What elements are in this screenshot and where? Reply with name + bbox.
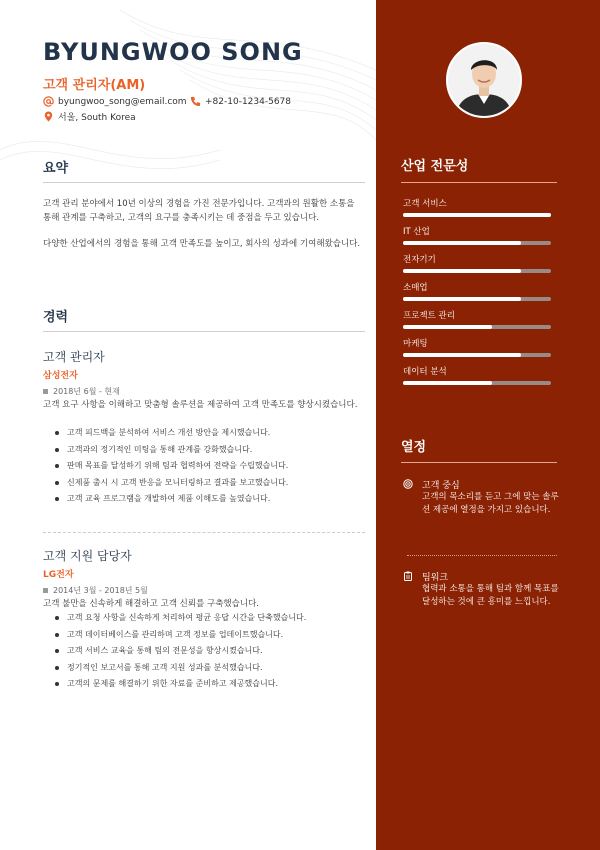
skill-item: [403, 198, 553, 217]
job-summary: 고객 불만을 신속하게 해결하고 고객 신뢰를 구축했습니다.: [43, 599, 259, 609]
sidebar: [376, 0, 600, 850]
calendar-icon: [43, 588, 48, 593]
phone-text[interactable]: +82-10-1234-5678: [205, 96, 291, 107]
summary-heading: 요약: [43, 161, 69, 176]
skill-track: [403, 353, 551, 357]
skill-item: [403, 254, 553, 273]
candidate-name: BYUNGWOO SONG: [43, 38, 303, 66]
location-text: 서울, South Korea: [58, 113, 136, 123]
skill-level-bar: [403, 297, 521, 301]
profile-photo: [448, 44, 520, 116]
skill-level-bar: [403, 241, 521, 245]
skill-label: 프로젝트 관리: [403, 311, 455, 321]
skill-level-bar: [403, 325, 492, 329]
job-bullet-list: [43, 611, 365, 694]
target-icon: [403, 479, 413, 489]
job-title: 고객 관리자: [43, 350, 105, 364]
job-date: [43, 386, 120, 397]
list-item: 고객과의 정기적인 미팅을 통해 관계를 강화했습니다.: [43, 443, 365, 460]
summary-paragraph-1: 고객 관리 분야에서 10년 이상의 경험을 가진 전문가입니다. 고객과의 원활한 소통을 통해 관계를 구축하고, 고객의 요구를 충족시키는 데 중점을 두고 있습니다.: [43, 199, 355, 223]
job-summary: 고객 요구 사항을 이해하고 맞춤형 솔루션을 제공하여 고객 만족도를 향상시켰습니다.: [43, 400, 358, 410]
summary-divider: [43, 182, 365, 183]
passion-divider: [401, 462, 557, 463]
passion-description: 고객의 목소리를 듣고 그에 맞는 솔루션 제공에 열정을 가지고 있습니다.: [422, 492, 559, 515]
candidate-role: 고객 관리자(AM): [43, 78, 146, 93]
skill-level-bar: [403, 381, 492, 385]
skill-item: [403, 226, 553, 245]
experience-divider: [43, 331, 365, 332]
skill-track: [403, 213, 551, 217]
passion-title: 팀워크: [422, 573, 449, 583]
skill-label: 전자기기: [403, 255, 436, 265]
skill-track: [403, 269, 551, 273]
location-contact: [43, 110, 136, 123]
skill-item: [403, 366, 553, 385]
list-item: 고객 요청 사항을 신속하게 처리하여 평균 응답 시간을 단축했습니다.: [43, 611, 365, 628]
list-item: 정기적인 보고서를 통해 고객 지원 성과를 분석했습니다.: [43, 661, 365, 678]
job-title: 고객 지원 담당자: [43, 549, 132, 563]
job-divider: [43, 532, 365, 533]
skill-label: IT 산업: [403, 227, 430, 237]
skill-item: [403, 338, 553, 357]
calendar-icon: [43, 389, 48, 394]
at-sign-icon: [43, 96, 54, 107]
location-pin-icon: [43, 111, 54, 122]
skill-track: [403, 381, 551, 385]
list-item: 판매 목표를 달성하기 위해 팀과 협력하여 전략을 수립했습니다.: [43, 459, 365, 476]
skill-level-bar: [403, 353, 521, 357]
skill-item: [403, 310, 553, 329]
skills-divider: [401, 182, 557, 183]
experience-heading: 경력: [43, 310, 69, 325]
list-item: 고객 피드백을 분석하여 서비스 개선 방안을 제시했습니다.: [43, 426, 365, 443]
list-item: 고객의 문제를 해결하기 위한 자료를 준비하고 제공했습니다.: [43, 677, 365, 694]
phone-icon: [190, 96, 201, 107]
skill-level-bar: [403, 269, 521, 273]
list-item: 신제품 출시 시 고객 반응을 모니터링하고 결과를 보고했습니다.: [43, 476, 365, 493]
list-item: 고객 교육 프로그램을 개발하여 제품 이해도를 높였습니다.: [43, 492, 365, 509]
job-bullet-list: [43, 426, 365, 509]
email-contact: [43, 96, 187, 107]
avatar: [446, 42, 522, 118]
skill-level-bar: [403, 213, 551, 217]
skill-track: [403, 241, 551, 245]
job-company: LG전자: [43, 570, 74, 580]
clipboard-icon: [403, 571, 413, 581]
skill-label: 데이터 분석: [403, 367, 447, 377]
list-item: 고객 서비스 교육을 통해 팀의 전문성을 향상시켰습니다.: [43, 644, 365, 661]
skill-label: 마케팅: [403, 339, 428, 349]
email-text[interactable]: byungwoo_song@email.com: [58, 96, 187, 107]
skill-track: [403, 325, 551, 329]
job-date-text: 2014년 3월 - 2018년 5월: [53, 586, 148, 595]
skill-item: [403, 282, 553, 301]
summary-paragraph-2: 다양한 산업에서의 경험을 통해 고객 만족도를 높이고, 회사의 성과에 기여해왔습니다.: [43, 239, 361, 249]
job-company: 삼성전자: [43, 371, 78, 381]
skills-heading: 산업 전문성: [401, 159, 469, 174]
passion-description: 협력과 소통을 통해 팀과 함께 목표를 달성하는 것에 큰 흥미를 느낍니다.: [422, 584, 559, 607]
phone-contact: [190, 96, 291, 107]
skill-label: 소매업: [403, 283, 428, 293]
skill-label: 고객 서비스: [403, 199, 447, 209]
passion-title: 고객 중심: [422, 481, 460, 491]
passion-heading: 열정: [401, 440, 427, 455]
job-date-text: 2018년 6월 - 현재: [53, 387, 120, 396]
skill-track: [403, 297, 551, 301]
passion-divider-dotted: [407, 555, 557, 556]
job-date: [43, 585, 148, 596]
list-item: 고객 데이터베이스를 관리하며 고객 정보를 업데이트했습니다.: [43, 628, 365, 645]
